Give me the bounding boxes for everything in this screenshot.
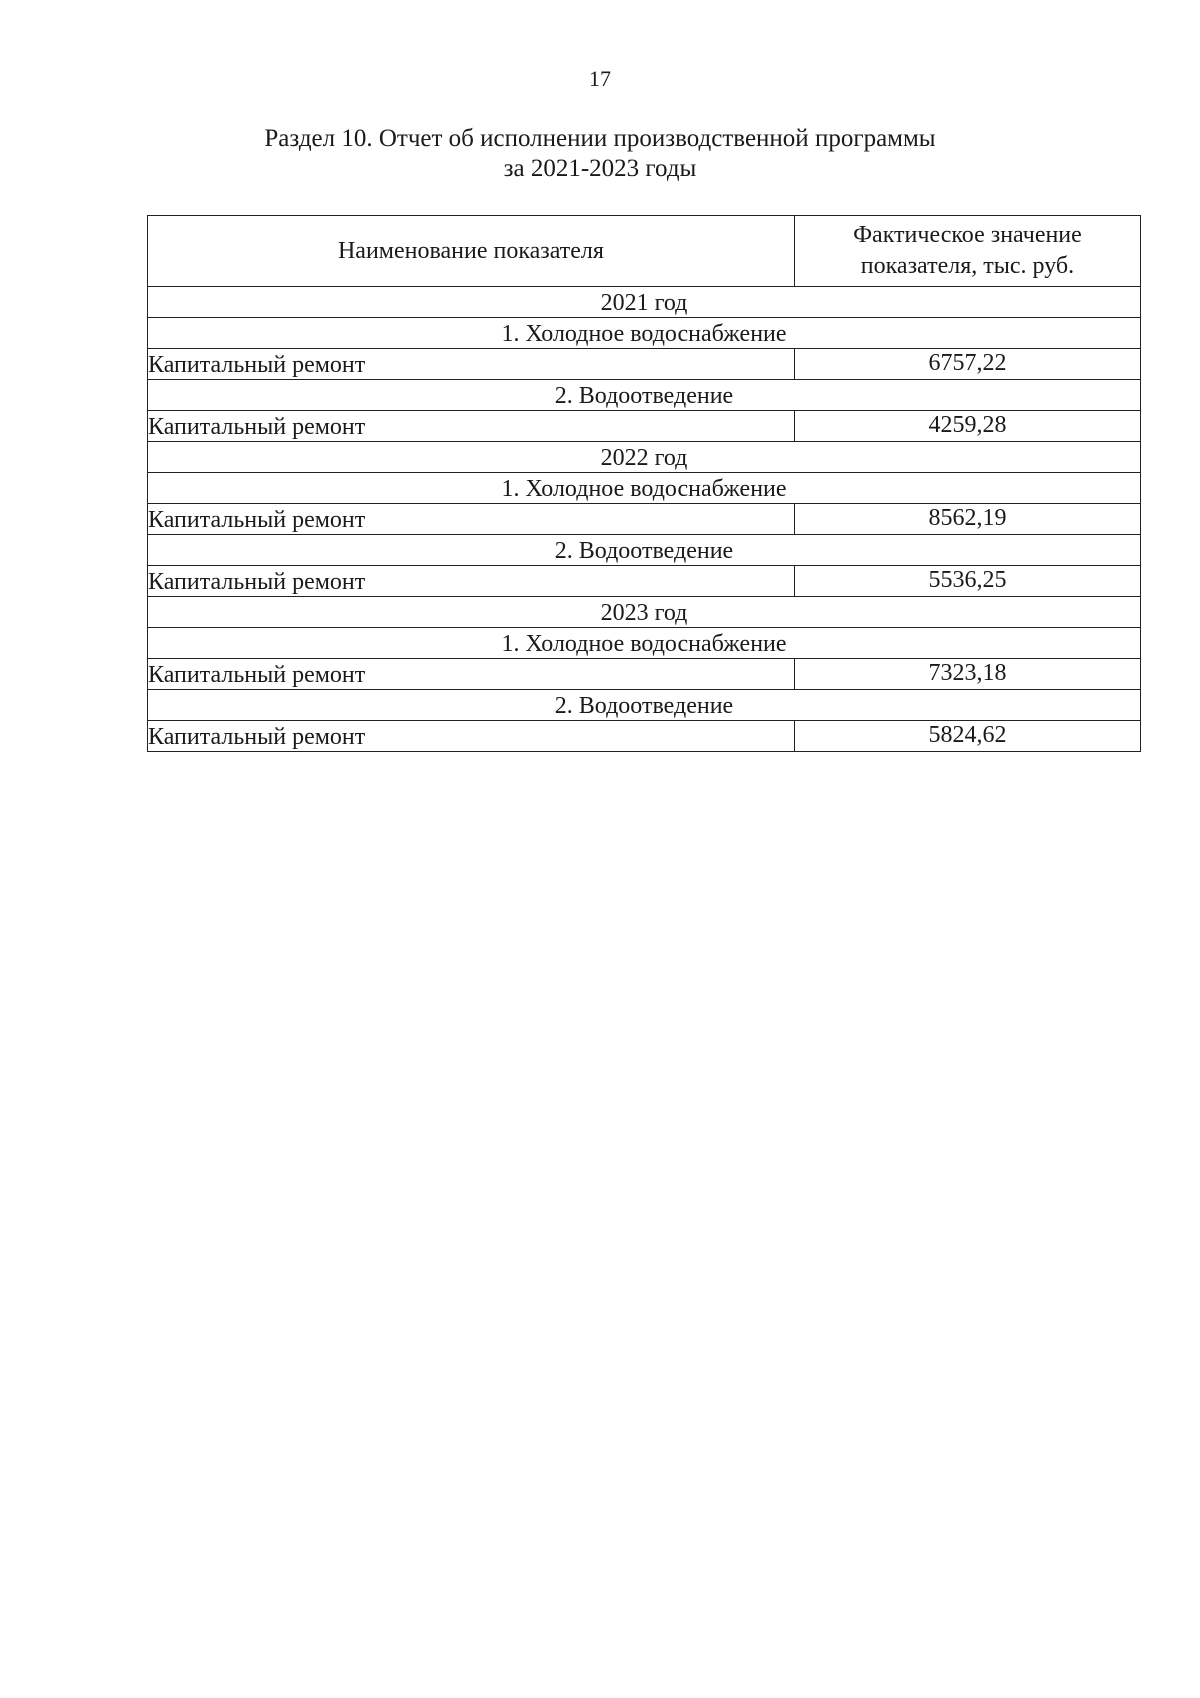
column-header-name: Наименование показателя [148,216,795,287]
indicator-name: Капитальный ремонт [148,411,795,442]
section-row [148,380,1141,411]
year-row-2021 [148,287,1141,318]
section-row [148,318,1141,349]
table-row [148,659,1141,690]
column-header-value-line-1: Фактическое значение [853,222,1082,248]
year-label: 2021 год [148,287,1141,318]
year-row-2022 [148,442,1141,473]
indicator-value: 5824,62 [794,721,1140,752]
page-number: 17 [589,66,611,91]
report-table [147,215,1141,752]
section-row [148,690,1141,721]
indicator-name: Капитальный ремонт [148,504,795,535]
year-label: 2023 год [148,597,1141,628]
table-row [148,504,1141,535]
section-row [148,535,1141,566]
indicator-value: 6757,22 [794,349,1140,380]
year-label: 2022 год [148,442,1141,473]
section-row [148,628,1141,659]
section-title: 1. Холодное водоснабжение [148,318,1141,349]
section-title: 2. Водоотведение [148,535,1141,566]
indicator-value: 5536,25 [794,566,1140,597]
indicator-value: 8562,19 [794,504,1140,535]
document-title [0,124,1200,184]
table-row [148,566,1141,597]
table-row [148,411,1141,442]
section-title: 2. Водоотведение [148,690,1141,721]
section-row [148,473,1141,504]
column-header-value-line-2: показателя, тыс. руб. [860,253,1075,279]
indicator-name: Капитальный ремонт [148,566,795,597]
table-row [148,349,1141,380]
column-header-value [794,216,1140,287]
section-title: 1. Холодное водоснабжение [148,473,1141,504]
indicator-name: Капитальный ремонт [148,721,795,752]
document-title-line-2: за 2021-2023 годы [503,155,697,182]
indicator-value: 7323,18 [794,659,1140,690]
year-row-2023 [148,597,1141,628]
document-title-line-1: Раздел 10. Отчет об исполнении производственной программы [264,125,936,152]
indicator-value: 4259,28 [794,411,1140,442]
table-row [148,721,1141,752]
indicator-name: Капитальный ремонт [148,349,795,380]
section-title: 1. Холодное водоснабжение [148,628,1141,659]
table-header-row [148,216,1141,287]
indicator-name: Капитальный ремонт [148,659,795,690]
section-title: 2. Водоотведение [148,380,1141,411]
